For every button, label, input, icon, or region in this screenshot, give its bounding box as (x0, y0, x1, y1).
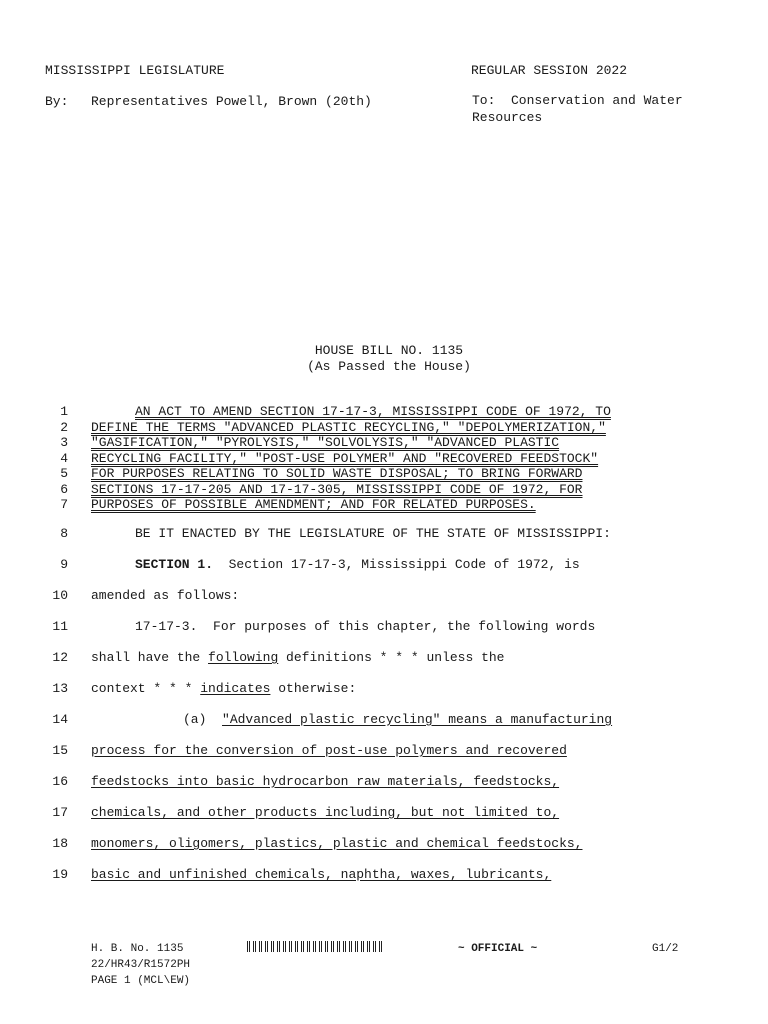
barcode-bar (313, 941, 314, 952)
body-line (91, 650, 505, 666)
barcode-bar (317, 941, 318, 952)
barcode-bar (251, 941, 252, 952)
barcode-bar (295, 941, 296, 952)
footer-bill-number: H. B. No. 1135 (91, 943, 184, 955)
title-line: RECYCLING FACILITY," "POST-USE POLYMER" AND "RECOVERED FEEDSTOCK" (91, 451, 599, 466)
line-number: 6 (60, 482, 68, 497)
barcode-bar (273, 941, 274, 952)
body-line (135, 557, 580, 573)
barcode-bar (321, 941, 322, 952)
page-label: PAGE 1 (MCL\EW) (91, 975, 191, 987)
barcode-bar (379, 941, 380, 952)
inserted-text: basic and unfinished chemicals, naphtha, waxes, lubricants, (91, 867, 552, 882)
title-line: SECTIONS 17-17-205 AND 17-17-305, MISSISSIPPI CODE OF 1972, FOR (91, 482, 583, 497)
line-number: 14 (52, 712, 68, 727)
barcode-bar (265, 941, 266, 952)
barcode-bar (369, 941, 370, 952)
body-text: Section 17-17-3, Mississippi Code of 1972, is (213, 557, 580, 572)
barcode-bar (315, 941, 316, 952)
barcode-bar (345, 941, 346, 952)
line-number: 10 (52, 588, 68, 603)
line-number: 13 (52, 681, 68, 696)
body-line: amended as follows: (91, 588, 240, 603)
title-line: PURPOSES OF POSSIBLE AMENDMENT; AND FOR RELATED PURPOSES. (91, 497, 536, 512)
title-line: FOR PURPOSES RELATING TO SOLID WASTE DISPOSAL; TO BRING FORWARD (91, 466, 583, 481)
barcode-bar (323, 941, 324, 952)
barcode-bar (327, 941, 328, 952)
barcode-bar (287, 941, 288, 952)
barcode-bar (329, 941, 330, 952)
enacting-clause: BE IT ENACTED BY THE LEGISLATURE OF THE STATE OF MISSISSIPPI: (135, 526, 611, 541)
barcode-bar (307, 941, 308, 952)
barcode-bar (255, 941, 256, 952)
barcode-bar (261, 941, 262, 952)
line-number: 11 (52, 619, 68, 634)
barcode-bar (271, 941, 272, 952)
barcode-bar (381, 941, 382, 952)
line-number: 19 (52, 867, 68, 882)
line-number: 3 (60, 435, 68, 450)
legislature-name: MISSISSIPPI LEGISLATURE (45, 63, 225, 78)
barcode-icon (247, 941, 385, 952)
barcode-bar (347, 941, 348, 952)
inserted-text: chemicals, and other products including, but not limited to, (91, 805, 560, 820)
committee-line-2: Resources (472, 110, 543, 125)
barcode-bar (275, 941, 276, 952)
barcode-bar (357, 941, 358, 952)
body-text: (a) (183, 712, 223, 727)
barcode-bar (297, 941, 298, 952)
inserted-text: indicates (200, 681, 271, 696)
barcode-bar (289, 941, 290, 952)
line-number: 4 (60, 451, 68, 466)
body-line: 17-17-3. For purposes of this chapter, the following words (135, 619, 596, 634)
barcode-bar (359, 941, 360, 952)
inserted-text: process for the conversion of post-use polymers and recovered (91, 743, 567, 758)
barcode-bar (267, 941, 268, 952)
barcode-bar (319, 941, 320, 952)
barcode-bar (269, 941, 270, 952)
line-number: 7 (60, 497, 68, 512)
barcode-bar (311, 941, 312, 952)
line-number: 8 (60, 526, 68, 541)
footer-code: G1/2 (652, 943, 679, 955)
barcode-bar (371, 941, 372, 952)
inserted-text: feedstocks into basic hydrocarbon raw materials, feedstocks, (91, 774, 560, 789)
bill-status: (As Passed the House) (307, 359, 471, 374)
title-line: DEFINE THE TERMS "ADVANCED PLASTIC RECYCLING," "DEPOLYMERIZATION," (91, 420, 606, 435)
barcode-bar (351, 941, 352, 952)
barcode-bar (335, 941, 336, 952)
line-number: 15 (52, 743, 68, 758)
barcode-bar (257, 941, 258, 952)
barcode-bar (293, 941, 294, 952)
body-line (183, 712, 612, 728)
barcode-bar (333, 941, 334, 952)
line-number: 2 (60, 420, 68, 435)
line-number: 1 (60, 404, 68, 419)
barcode-bar (253, 941, 254, 952)
barcode-bar (373, 941, 374, 952)
body-text: context * * * (91, 681, 201, 696)
barcode-bar (325, 941, 326, 952)
barcode-bar (383, 941, 384, 952)
barcode-bar (363, 941, 364, 952)
line-number: 5 (60, 466, 68, 481)
line-number: 9 (60, 557, 68, 572)
barcode-bar (349, 941, 350, 952)
line-number: 18 (52, 836, 68, 851)
inserted-text: following (208, 650, 279, 665)
barcode-bar (375, 941, 376, 952)
barcode-bar (281, 941, 282, 952)
barcode-bar (355, 941, 356, 952)
line-number: 16 (52, 774, 68, 789)
body-text: otherwise: (270, 681, 357, 696)
title-line: "GASIFICATION," "PYROLYSIS," "SOLVOLYSIS," "ADVANCED PLASTIC (91, 435, 560, 450)
body-line (91, 681, 356, 697)
inserted-text: "Advanced plastic recycling" means a manufacturing (222, 712, 613, 727)
barcode-bar (303, 941, 304, 952)
committee-line-1: To: Conservation and Water (472, 93, 683, 108)
body-text: shall have the (91, 650, 209, 665)
line-number: 12 (52, 650, 68, 665)
barcode-bar (279, 941, 280, 952)
inserted-text: monomers, oligomers, plastics, plastic and chemical feedstocks, (91, 836, 583, 851)
official-label: ~ OFFICIAL ~ (458, 943, 538, 955)
barcode-bar (301, 941, 302, 952)
barcode-bar (365, 941, 366, 952)
by-label: By: (45, 94, 69, 109)
barcode-bar (249, 941, 250, 952)
barcode-bar (361, 941, 362, 952)
bill-number: HOUSE BILL NO. 1135 (314, 343, 464, 358)
barcode-bar (343, 941, 344, 952)
barcode-bar (299, 941, 300, 952)
barcode-bar (341, 941, 342, 952)
barcode-bar (337, 941, 338, 952)
document-id: 22/HR43/R1572PH (91, 959, 191, 971)
barcode-bar (377, 941, 378, 952)
barcode-bar (277, 941, 278, 952)
barcode-bar (331, 941, 332, 952)
section-heading: SECTION 1. (135, 557, 214, 572)
barcode-bar (309, 941, 310, 952)
sponsors: Representatives Powell, Brown (20th) (91, 94, 372, 109)
barcode-bar (263, 941, 264, 952)
title-line: AN ACT TO AMEND SECTION 17-17-3, MISSISSIPPI CODE OF 1972, TO (135, 404, 611, 419)
barcode-bar (283, 941, 284, 952)
barcode-bar (367, 941, 368, 952)
barcode-bar (305, 941, 306, 952)
barcode-bar (285, 941, 286, 952)
barcode-bar (291, 941, 292, 952)
barcode-bar (339, 941, 340, 952)
barcode-bar (353, 941, 354, 952)
body-text: definitions * * * unless the (278, 650, 505, 665)
barcode-bar (259, 941, 260, 952)
line-number: 17 (52, 805, 68, 820)
barcode-bar (247, 941, 248, 952)
session-label: REGULAR SESSION 2022 (471, 63, 628, 78)
